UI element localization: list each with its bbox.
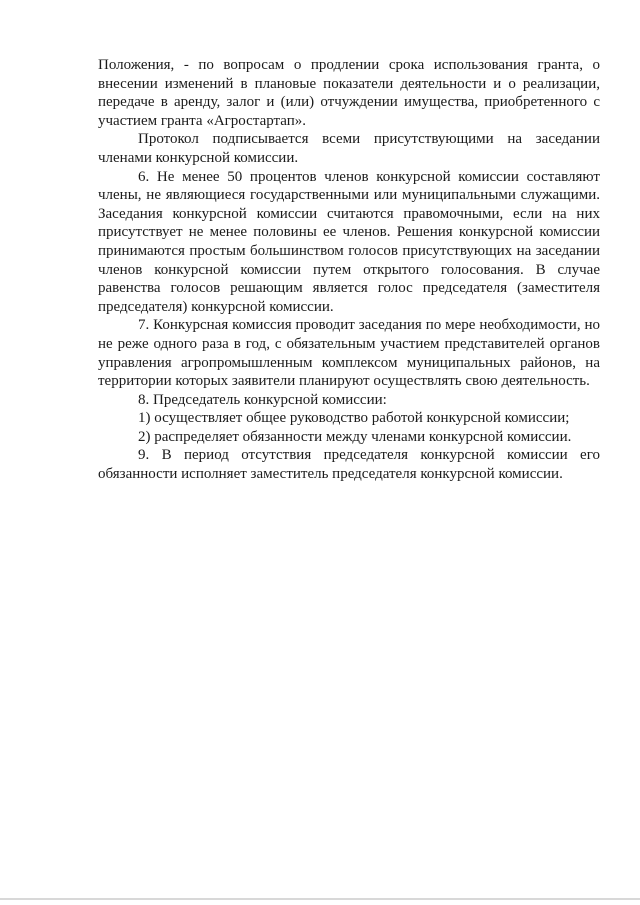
paragraph-item-8-sub-1: 1) осуществляет общее руководство работой конкурсной комиссии;: [138, 410, 570, 427]
document-body: [98, 56, 600, 484]
paragraph-protocol-signing: Протокол подписывается всеми присутствующими на заседании членами конкурсной комиссии.: [98, 131, 600, 166]
paragraph-item-7: 7. Конкурсная комиссия проводит заседания по мере необходимости, но не реже одного раза в год, с обязательным участием представителей органов управления агропромышленным комплексом муниципальных районов, на территории которых заявители планируют осуществлять свою деятельность.: [98, 317, 600, 390]
paragraph-item-9: 9. В период отсутствия председателя конкурсной комиссии его обязанности исполняет заместитель председателя конкурсной комиссии.: [98, 447, 600, 483]
paragraph-continuation: Положения, - по вопросам о продлении срока использования гранта, о внесении изменений в плановые показатели деятельности и о реализации, передаче в аренду, залог и (или) отчуждении имущества, приобретенного с участием гранта «Агростартап».: [98, 57, 600, 129]
page-bottom-edge: [0, 898, 640, 900]
paragraph-item-8-sub-2: 2) распределяет обязанности между членами конкурсной комиссии.: [138, 428, 572, 445]
paragraph-item-8: 8. Председатель конкурсной комиссии:: [138, 391, 387, 408]
paragraph-item-6: 6. Не менее 50 процентов членов конкурсной комиссии составляют члены, не являющиеся государственными или муниципальными служащими. Заседания конкурсной комиссии считаются правомочными, если на них присутствует не менее половины ее членов. Решения конкурсной комиссии принимаются простым большинством голосов присутствующих на заседании членов конкурсной комиссии путем открытого голосования. В случае равенства голосов решающим является голос председателя (заместителя председателя) конкурсной комиссии.: [98, 168, 600, 315]
